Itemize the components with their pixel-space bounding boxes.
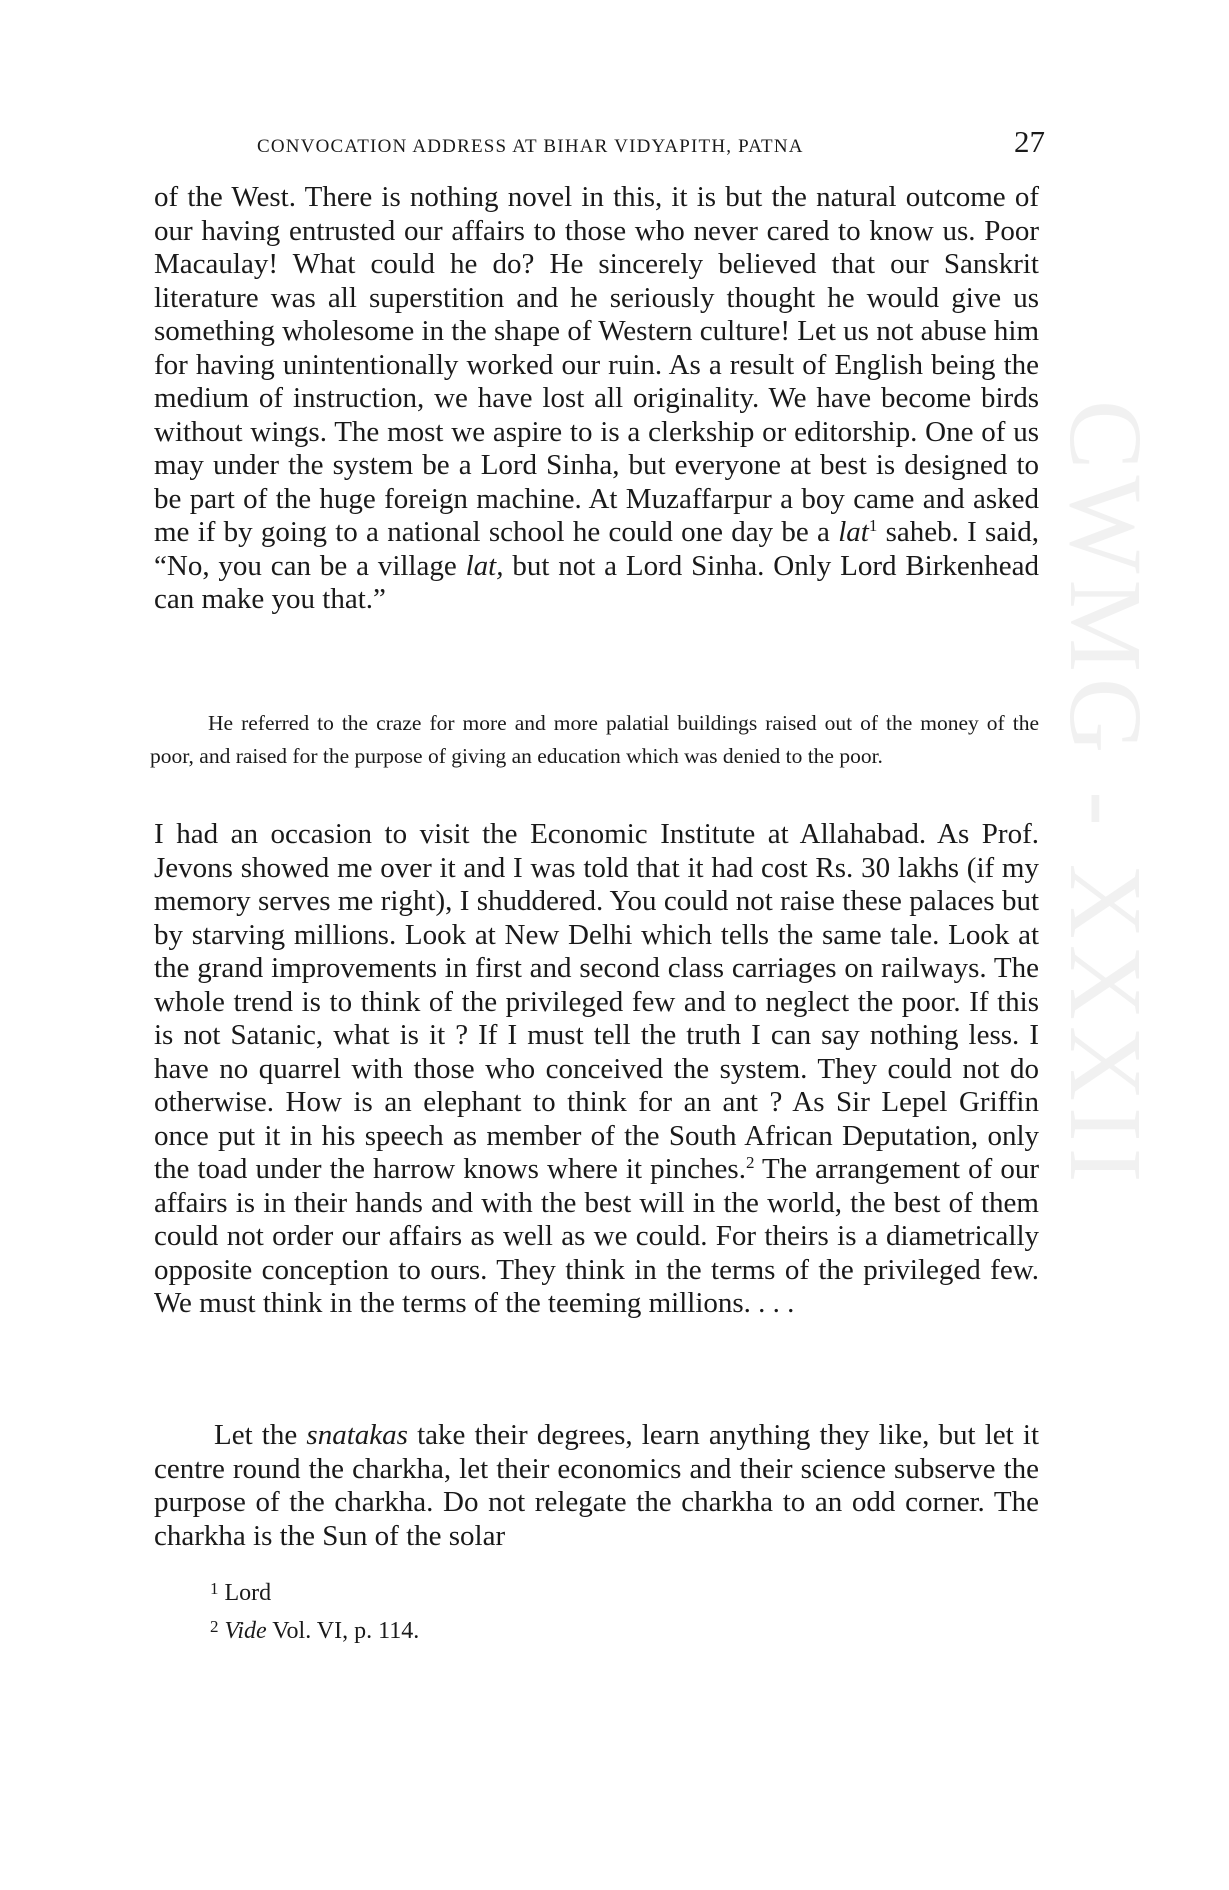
paragraph-3-text-a: I had an occasion to visit the Economic Institute at Allahabad. As Prof. Jevons showed me over it and I was told that it had cost Rs. 30 lakhs (if my memory serves me right), I shuddered. You could not raise these palaces but by starving millions. Look at New Delhi which tells the same tale. Look at the grand improvements in first and second class carriages on railways. The whole trend is to think of the privileged few and to neglect the poor. If this is not Satanic, what is it ? If I must tell the truth I can say nothing less. I have no quarrel with those who conceived the system. They could not do otherwise. How is an elephant to think for an ant ? As Sir Lepel Griffin once put it in his speech as member of the South African Deputation, only the toad under the harrow knows where it pinches.: [154, 818, 1039, 1185]
term-snatakas: snatakas: [306, 1419, 408, 1451]
footnotes: [210, 1572, 810, 1648]
paragraph-1: [154, 181, 1039, 617]
page-number: 27: [1014, 124, 1045, 159]
footnote-1-mark: 1: [210, 1579, 219, 1598]
paragraph-4: [154, 1419, 1039, 1553]
header-title: CONVOCATION ADDRESS AT BIHAR VIDYAPITH, PATNA: [257, 136, 804, 157]
footnote-2-mark: 2: [210, 1617, 219, 1636]
footnote-2-text: Vol. VI, p. 114.: [272, 1618, 420, 1644]
paragraph-1-text-c: but not a Lord Sinha. Only Lord Birkenhead can make you that.”: [154, 549, 1040, 615]
footnote-1-text: Lord: [224, 1580, 272, 1606]
paragraph-3: [154, 818, 1039, 1321]
paragraph-2-text: He referred to the craze for more and more palatial buildings raised out of the money of the poor, and raised for the purpose of giving an education which was denied to the poor.: [150, 711, 1039, 768]
paragraph-1-text-b: saheb. I said, “No, you can be a village: [154, 516, 1040, 582]
paragraph-2-summary: [150, 707, 1039, 773]
footnote-1: [210, 1572, 810, 1610]
term-lat: lat: [838, 516, 869, 548]
paragraph-1-text-a: of the West. There is nothing novel in this, it is but the natural outcome of our having entrusted our affairs to those who never cared to know us. Poor Macaulay! What could he do? He sincerely believed that our Sanskrit literature was all superstition and he seriously thought he would give us something wholesome in the shape of Western culture! Let us not abuse him for having unintentionally worked our ruin. As a result of English being the medium of instruction, we have lost all originality. We have become birds without wings. The most we aspire to is a clerkship or editorship. One of us may under the system be a Lord Sinha, but everyone at best is designed to be part of the huge foreign machine. At Muzaffarpur a boy came and asked me if by going to a national school he could one day be a: [154, 181, 1039, 548]
term-lat-village: lat,: [465, 549, 504, 582]
watermark-text: CWMG - XXXII: [1048, 400, 1163, 1189]
paragraph-3-text-b: The arrangement of our affairs is in their hands and with the best will in the world, the best of them could not order our affairs as well as we could. For theirs is a diametrically opposite conception to ours. They think in the terms of the privileged few. We must think in the terms of the teeming millions. . . .: [154, 1153, 1039, 1319]
footnote-ref-1: 1: [868, 516, 878, 535]
paragraph-4-text-b: take their degrees, learn anything they like, but let it centre round the charkha, let their economics and their science subserve the purpose of the charkha. Do not relegate the charkha to an odd corner. The charkha is the Sun of the solar: [154, 1419, 1040, 1552]
running-header: [257, 124, 1045, 174]
footnote-2: [210, 1610, 810, 1648]
footnote-2-vide: Vide: [224, 1618, 267, 1644]
footnote-ref-2: 2: [745, 1153, 755, 1172]
paragraph-4-text-a: Let the: [214, 1419, 298, 1451]
